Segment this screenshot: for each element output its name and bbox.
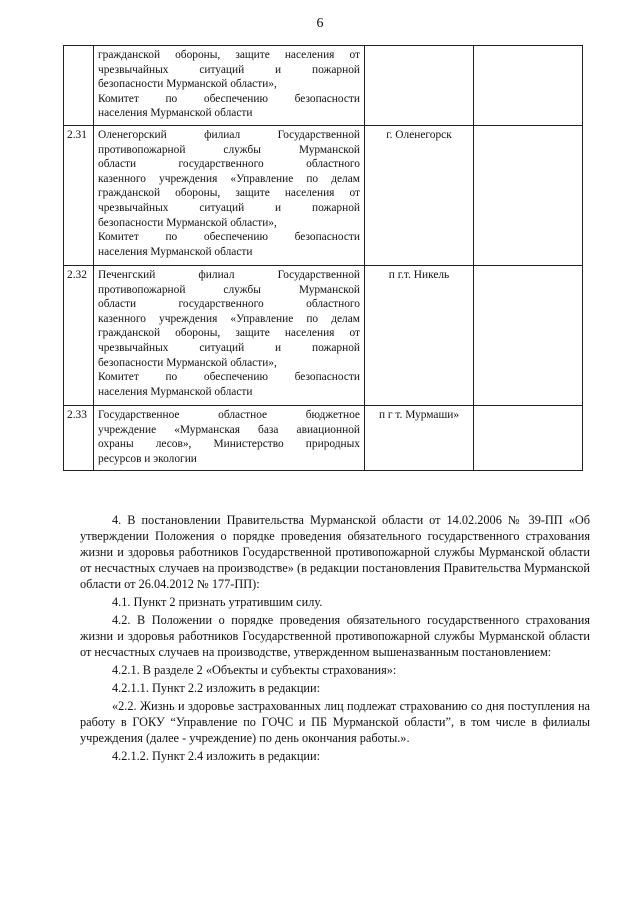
name-line: ресурсов и экологии — [98, 452, 197, 465]
name-line: чрезвычайных ситуаций и пожарной — [98, 63, 360, 76]
name-line: гражданской обороны, защите населения от — [98, 327, 360, 340]
name-line: Комитет по обеспечению безопасности — [98, 371, 360, 384]
location: г. Оленегорск — [365, 126, 474, 266]
name-line: безопасности Мурманской области», — [98, 356, 277, 369]
document-body — [80, 512, 590, 764]
paragraph-4-2-1-2: 4.2.1.2. Пункт 2.4 изложить в редакции: — [112, 749, 321, 763]
name-line: гражданской обороны, защите населения от — [98, 49, 360, 61]
institution-name — [94, 406, 365, 471]
name-line: безопасности Мурманской области», — [98, 216, 277, 229]
name-line: казенного учреждения «Управление по делам — [98, 312, 360, 325]
name-line: Печенгский филиал Государственной — [98, 269, 360, 281]
institutions-table — [63, 45, 583, 471]
name-line: охраны лесов», Министерство природных — [98, 438, 360, 451]
name-line: Комитет по обеспечению безопасности — [98, 231, 360, 244]
name-line: противопожарной службы Мурманской — [98, 283, 360, 296]
name-line: чрезвычайных ситуаций и пожарной — [98, 341, 360, 354]
institution-name — [94, 46, 365, 126]
row-number — [64, 46, 94, 126]
paragraph-4-2-1: 4.2.1. В разделе 2 «Объекты и субъекты страхования»: — [112, 663, 397, 677]
name-line: Государственное областное бюджетное — [98, 409, 360, 421]
table-row — [64, 46, 583, 126]
paragraph-4-2-1-1: 4.2.1.1. Пункт 2.2 изложить в редакции: — [112, 681, 321, 695]
location: п г т. Мурмаши» — [365, 406, 474, 471]
paragraph-quote-2-2: «2.2. Жизнь и здоровье застрахованных лиц подлежат страхованию со дня поступления на работу в ГОКУ “Управление по ГОЧС и ПБ Мурманской области”, в том числе в филиалы учреждения (далее - учреждение) по день окончания работы.». — [80, 699, 590, 745]
location: п г.т. Никель — [365, 266, 474, 406]
paragraph-4-2: 4.2. В Положении о порядке проведения обязательного государственного страхования жизни и здоровья работников Государственной противопожарной службы Мурманской области от несчастных случаев на производстве, утвержденном вышеназванным постановлением: — [80, 613, 590, 659]
name-line: Комитет по обеспечению безопасности — [98, 92, 360, 105]
row-number: 2.31 — [64, 126, 94, 266]
name-line: населения Мурманской области — [98, 107, 253, 120]
row-number: 2.32 — [64, 266, 94, 406]
name-line: Оленегорский филиал Государственной — [98, 129, 360, 141]
extra-cell — [474, 126, 583, 266]
extra-cell — [474, 46, 583, 126]
extra-cell — [474, 266, 583, 406]
table-row — [64, 266, 583, 406]
row-number: 2.33 — [64, 406, 94, 471]
name-line: безопасности Мурманской области», — [98, 78, 277, 91]
name-line: чрезвычайных ситуаций и пожарной — [98, 201, 360, 214]
name-line: противопожарной службы Мурманской — [98, 143, 360, 156]
page-number: 6 — [316, 16, 324, 31]
location — [365, 46, 474, 126]
institution-name — [94, 126, 365, 266]
name-line: области государственного областного — [98, 158, 360, 171]
name-line: казенного учреждения «Управление по делам — [98, 172, 360, 185]
paragraph-4: 4. В постановлении Правительства Мурманской области от 14.02.2006 № 39-ПП «Об утверждении Положения о порядке проведения обязательного государственного страхования жизни и здоровья работников Государственной противопожарной службы Мурманской области от несчастных случаев на производстве» (в редакции постановления Правительства Мурманской области от 26.04.2012 № 177-ПП): — [80, 513, 590, 591]
name-line: гражданской обороны, защите населения от — [98, 187, 360, 200]
table-row — [64, 126, 583, 266]
paragraph-4-1: 4.1. Пункт 2 признать утратившим силу. — [112, 595, 323, 609]
institution-name — [94, 266, 365, 406]
name-line: населения Мурманской области — [98, 245, 253, 258]
table-row — [64, 406, 583, 471]
name-line: населения Мурманской области — [98, 385, 253, 398]
name-line: учреждение «Мурманская база авиационной — [98, 423, 360, 436]
extra-cell — [474, 406, 583, 471]
name-line: области государственного областного — [98, 298, 360, 311]
